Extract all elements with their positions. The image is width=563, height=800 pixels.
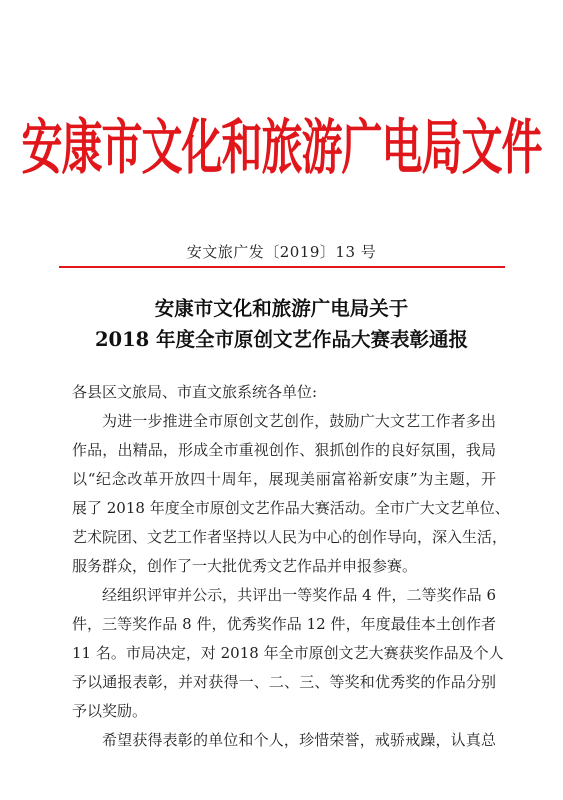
paragraph-1-line-1: 为进一步推进全市原创文艺创作，鼓励广大文艺工作者多出 — [102, 412, 496, 430]
paragraph-2-line-3: 11 名。市局决定，对 2018 年全市原创文艺大赛获奖作品及个人 — [72, 644, 504, 662]
subject-title-line-2: 2018 年度全市原创文艺作品大赛表彰通报 — [94, 328, 469, 351]
paragraph-1-line-3: 以“纪念改革开放四十周年，展现美丽富裕新安康”为主题，开 — [72, 470, 496, 488]
paragraph-3-line-1: 希望获得表彰的单位和个人，珍惜荣誉，戒骄戒躁，认真总 — [102, 731, 496, 749]
paragraph-2-line-5: 予以奖励。 — [72, 702, 148, 720]
paragraph-2-line-2: 件，三等奖作品 8 件，优秀奖作品 12 件，年度最佳本土创作者 — [72, 615, 496, 633]
paragraph-2-line-4: 予以通报表彰，并对获得一、二、三、等奖和优秀奖的作品分别 — [72, 673, 496, 691]
red-divider-line — [59, 266, 505, 268]
paragraph-1-line-4: 展了 2018 年度全市原创文艺作品大赛活动。全市广大文艺单位、 — [72, 499, 510, 517]
issuing-authority-header: 安康市文化和旅游广电局文件 — [21, 113, 542, 183]
salutation: 各县区文旅局、市直文旅系统各单位: — [72, 383, 318, 401]
paragraph-1-line-6: 服务群众，创作了一大批优秀文艺作品并申报参赛。 — [72, 557, 418, 575]
paragraph-2-line-1: 经组织评审并公示，共评出一等奖作品 4 件，二等奖作品 6 — [102, 586, 496, 604]
document-number: 安文旅广发〔2019〕13 号 — [186, 243, 377, 261]
paragraph-1-line-5: 艺术院团、文艺工作者坚持以人民为中心的创作导向，深入生活， — [72, 528, 508, 546]
paragraph-1-line-2: 作品，出精品，形成全市重视创作、狠抓创作的良好氛围，我局 — [72, 441, 496, 459]
subject-title-line-1: 安康市文化和旅游广电局关于 — [154, 297, 409, 320]
